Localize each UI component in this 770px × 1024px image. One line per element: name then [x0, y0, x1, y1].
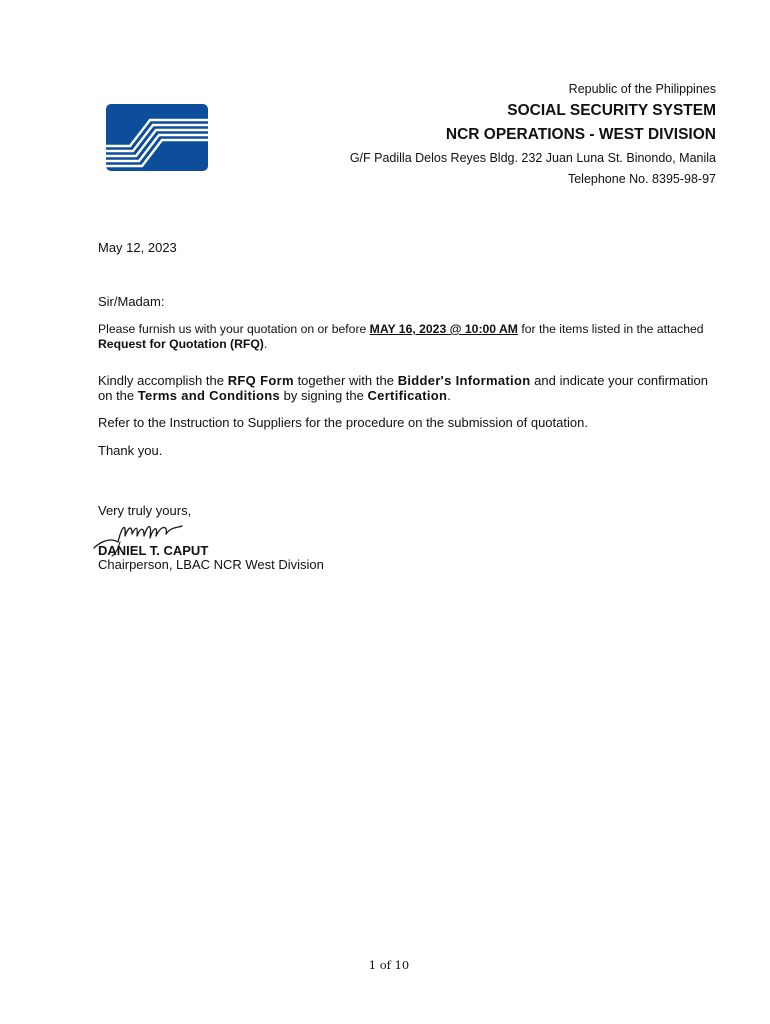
page-number: 1 of 10: [368, 958, 410, 972]
bidder-information: Bidder's Information: [397, 373, 531, 388]
para2-text-4: by signing the: [280, 388, 368, 403]
certification: Certification: [367, 388, 448, 403]
para1-text-1: Please furnish us with your quotation on or before: [98, 322, 370, 336]
para2-text-5: .: [447, 388, 451, 403]
paragraph-quotation-request: [98, 322, 708, 351]
para2-text-2: together with the: [293, 373, 398, 388]
closing: Very truly yours,: [98, 503, 192, 518]
para1-text-2: for the items listed in the attached: [517, 322, 704, 336]
header-address: G/F Padilla Delos Reyes Bldg. 232 Juan Luna St. Binondo, Manila: [349, 151, 716, 165]
rfq-reference: Request for Quotation (RFQ): [98, 336, 264, 351]
terms-and-conditions: Terms and Conditions: [137, 388, 281, 403]
header-republic: Republic of the Philippines: [568, 82, 716, 96]
para2-text-3: and indicate your confirmation on the: [98, 373, 709, 403]
rfq-form: RFQ Form: [227, 373, 294, 388]
signer-name: DANIEL T. CAPUT: [98, 543, 209, 558]
letter-date: May 12, 2023: [98, 240, 177, 255]
header-division: NCR OPERATIONS - WEST DIVISION: [445, 126, 716, 143]
para1-text-3: .: [263, 336, 268, 351]
salutation: Sir/Madam:: [98, 294, 165, 309]
paragraph-refer-instructions: Refer to the Instruction to Suppliers for the procedure on the submission of quotation.: [98, 415, 588, 430]
para2-text-1: Kindly accomplish the: [98, 373, 228, 388]
sss-logo: [106, 104, 208, 171]
header-agency: SOCIAL SECURITY SYSTEM: [507, 102, 716, 119]
header-telephone: Telephone No. 8395-98-97: [567, 172, 716, 186]
paragraph-instructions: [98, 373, 708, 403]
signer-title: Chairperson, LBAC NCR West Division: [98, 557, 324, 572]
thank-you: Thank you.: [98, 443, 163, 458]
deadline: MAY 16, 2023 @ 10:00 AM: [369, 322, 518, 336]
